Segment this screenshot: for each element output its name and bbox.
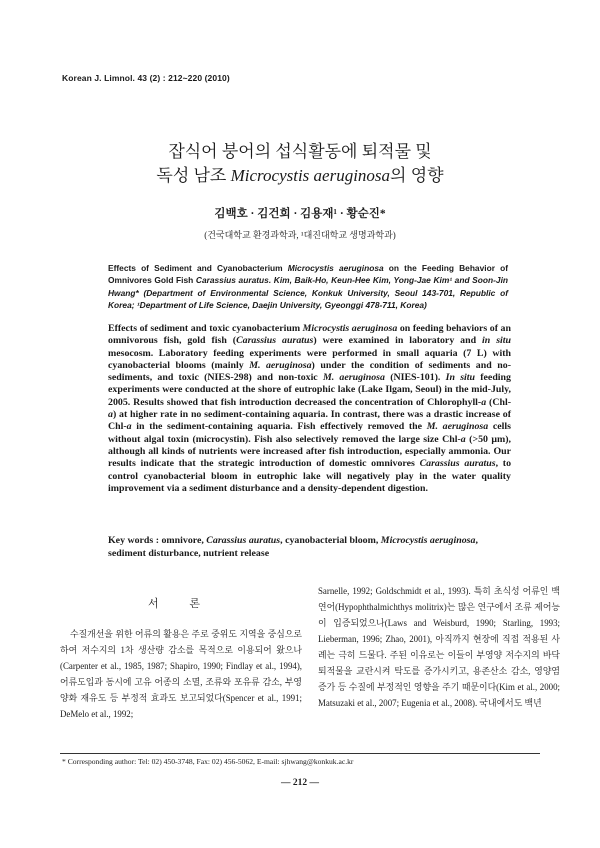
abstract-text: (NIES-101). [384,372,446,384]
abstract-italic: Microcystis aeruginosa [302,323,398,334]
abstract-text: mesocosm. Laboratory feeding experiments were performed in small aquaria (7 L) with cyanobacterial blooms (mainly [108,347,511,371]
intro-paragraph-right: Sarnelle, 1992; Goldschmidt et al., 1993). 특히 초식성 어류인 백연어(Hypophthalmichthys molitrix)는 많은 연구에서 조류 제어능이 입증되었으나(Laws and Weisburd, 1990; Starling, 1993; Lieberman, 1996; Zhao, 2001), 아직까지 현장에 직접 적용된 사례는 극히 드물다. 주된 이유로는 이들이 부영양 저수지의 바닥 퇴적물을 교란시켜 탁도를 증가시키고, 용존산소 감소, 영양염 증가 등 수질에 부정적인 영향을 주기 때문이다(Kim et al., 2000; Matsuzaki et al., 2007; Eugenia et al., 2008). 국내에서도 백년 [318,586,560,708]
abstract-text: (Chl- [486,396,511,408]
en-head-part: Effects of Sediment and Cyanobacterium [108,263,288,273]
english-title-block [108,262,508,312]
en-head-species: Microcystis aeruginosa [287,263,384,273]
intro-left-column [60,578,302,722]
abstract-text: Effects of sediment and toxic cyanobacterium [108,323,303,334]
korean-title [0,140,600,188]
keywords-text: , cyanobacterial bloom, [280,535,381,546]
affiliation-korean: (건국대학교 환경과학과, ¹대진대학교 생명과학과) [204,230,396,240]
abstract-italic: a [481,396,487,408]
page-number: — 212 — [281,778,319,788]
abstract-text: (>50 μm), although all kinds of nutrients were increased after fish introduction, especially ammonia. Our results indicate that the strategic introduction of domestic omnivores [108,433,512,470]
title-line-2-post: 의 영향 [390,166,444,185]
abstract-text: ) were examined in laboratory and [313,335,483,347]
title-line-2-pre: 독성 남조 [156,166,231,185]
abstract-text: on feeding behaviors of an omnivorous fish, gold fish ( [108,323,511,347]
abstract-italic: Carassius auratus [236,335,314,347]
title-line-2-species: Microcystis aeruginosa [230,166,391,185]
abstract-text: ) at higher rate in no sediment-containing aquaria. In contrast, there was a drastic increase of Chl- [108,409,511,433]
intro-paragraph-left: 수질개선을 위한 어류의 활용은 주로 중위도 지역을 중심으로 하여 저수지의 1차 생산량 감소를 목적으로 이용되어 왔으나(Carpenter et al., 1985, 1987; Shapiro, 1990; Findlay et al., 1994), 어류도입과 동시에 고유 어종의 소멸, 조류와 포유류 감소, 부영양화 재유도 등 부정적 효과도 보고되었다(Spencer et al., 1991; DeMelo et al., 1992; [60,629,302,719]
keywords-italic: Microcystis aeruginosa [380,535,476,546]
abstract-text: in the sediment-containing aquaria. Fish effectively removed the [131,421,427,433]
abstract-italic: a [126,421,132,433]
abstract-italic: M. aeruginosa [322,372,385,384]
keywords-text: Key words : omnivore, [108,535,207,546]
abstract-italic: a [460,433,466,445]
abstract-italic: a [108,409,113,421]
intro-right-column [318,583,560,711]
keywords-text: , sediment disturbance, nutrient release [108,535,478,559]
en-head-authors-affil: . Kim, Baik-Ho, Keun-Hee Kim, Yong-Jae Kim¹ and Soon-Jin Hwang* (Department of Environmental Science, Konkuk University, Seoul 143-701, Republic of Korea; ¹Department of Life Science, Daejin University, Gyeonggi 478-711, Korea) [108,275,509,311]
abstract-italic: M. aeruginosa [249,359,312,371]
journal-citation: Korean J. Limnol. 43 (2) : 212~220 (2010) [62,73,230,83]
abstract-text: cells without algal toxin (microcystin). Fish also selectively removed the large size Chl- [108,421,511,445]
abstract-italic: Carassius auratus [419,458,496,470]
title-line-2 [0,164,600,188]
en-head-part: on the Feeding Behavior of Omnivores Gold Fish [108,263,508,286]
corresponding-author-footnote: * Corresponding author: Tel: 02) 450-3748, Fax: 02) 456-5062, E-mail: sjhwang@konkuk.ac.kr [62,757,354,766]
abstract-text: , to control cyanobacterial bloom in eutrophic lake will negatively play in the water quality improvement via a sediment disturbance and a density-dependent digestion. [108,458,512,494]
keywords [108,535,511,560]
footnote-divider [60,753,540,754]
abstract-italic: M. aeruginosa [426,421,489,433]
authors-korean: 김백호 · 김건희 · 김용재¹ · 황순진* [214,208,386,220]
abstract-italic: In situ [445,372,476,384]
section-heading-intro: 서 론 [147,598,214,610]
abstract-italic: in situ [482,335,512,347]
abstract-text: feeding experiments were conducted at the shore of eutrophic lake (Lake Ilgam, Seoul) in the mid-July, 2005. Results showed that fish introduction decreased the concentration of Chlorophyll- [108,372,511,408]
title-line-1: 잡식어 붕어의 섭식활동에 퇴적물 및 [168,142,432,161]
abstract-text: ) under the condition of sediments and no-sediments, and toxic (NIES-298) and non-toxic [108,359,511,384]
en-head-species: Carassius auratus [195,275,269,286]
abstract [108,323,511,495]
keywords-italic: Carassius auratus [206,535,281,546]
